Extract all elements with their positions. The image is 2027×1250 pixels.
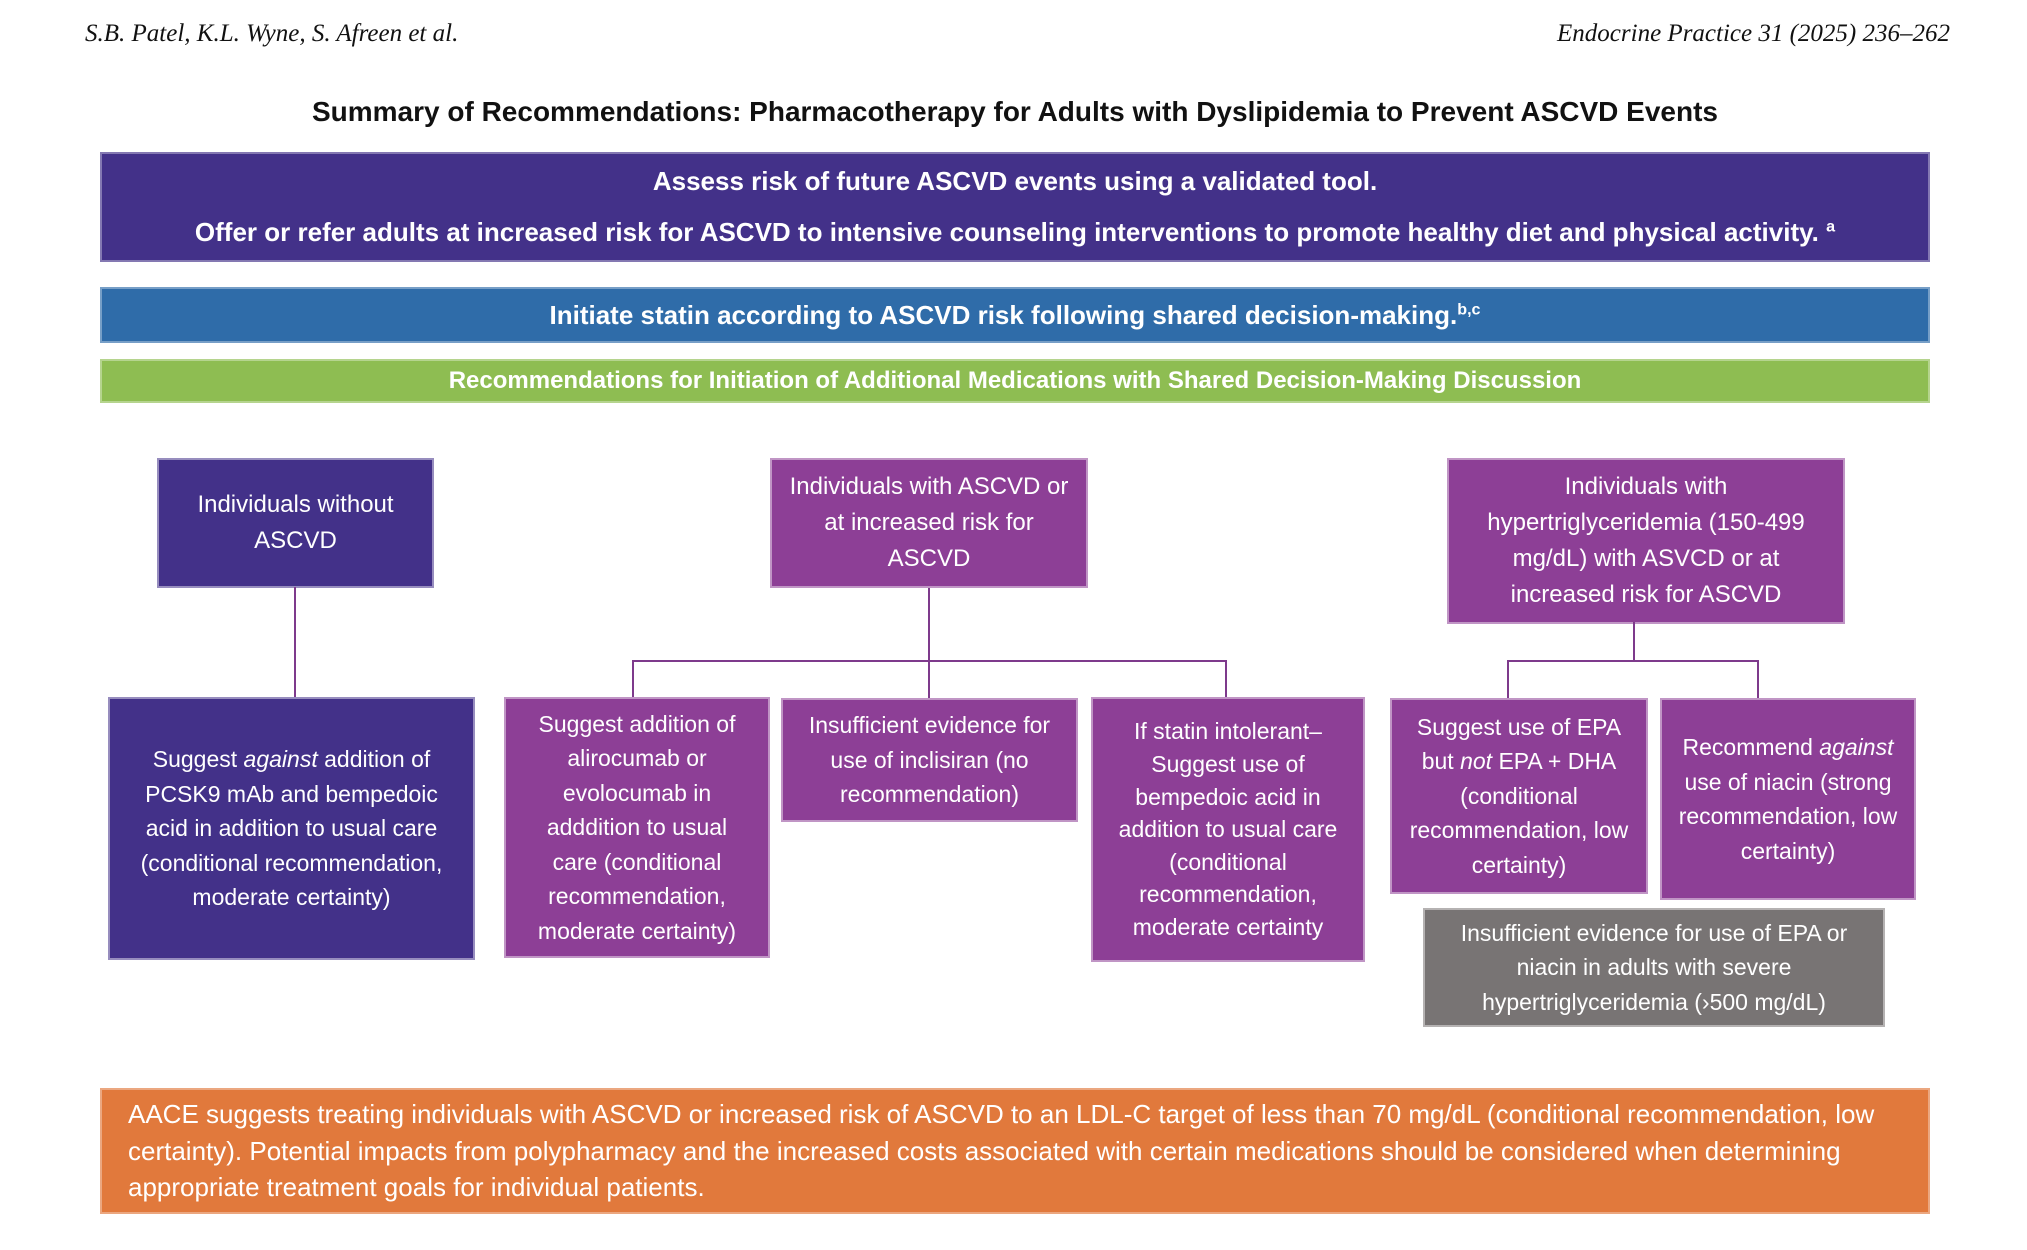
box-statin-intolerant-bempedoic [1091,697,1365,962]
banner-assess-line2: Offer or refer adults at increased risk for ASCVD to intensive counseling interventions to promote healthy diet and physical activity. $^a$ [194,216,1836,247]
connector-line [1507,660,1509,699]
connector-line [1633,622,1635,662]
banner-additional-text: Recommendations for Initiation of Additional Medications with Shared Decision-Making Discussion [448,367,1582,394]
banner-aace-ldl-target [100,1088,1930,1214]
banner-statin-text: Initiate statin according to ASCVD risk following shared decision-making.$^{b,c}$ [549,299,1481,330]
connector-line [1507,660,1759,662]
banner-assess-risk [100,152,1930,262]
connector-line [1225,660,1227,698]
box-text: Insufficient evidence for use of inclisiran (no recommendation) [808,712,1051,808]
box-against-pcsk9-bempedoic [108,697,475,960]
banner-assess-line1: Assess risk of future ASCVD events using a validated tool. [652,166,1378,197]
note-text: Insufficient evidence for use of EPA or niacin in adults with severe hypertriglyceridemia (›500 mg/dL) [1460,919,1848,1015]
banner-additional-medications [100,359,1930,403]
connector-line [1757,660,1759,699]
box-text: Recommend against use of niacin (strong recommendation, low certainty) [1678,734,1898,864]
box-text: Suggest addition of alirocumab or evolocumab in adddition to usual care (conditional recommendation, moderate certainty) [537,710,737,944]
header-text: Individuals with hypertriglyceridemia (150-499 mg/dL) with ASVCD or at increased risk for ASCVD [1487,473,1805,608]
box-alirocumab-evolocumab [504,697,770,958]
connector-line [632,660,634,698]
box-epa-not-epa-dha [1390,698,1648,894]
box-text: Suggest against addition of PCSK9 mAb and bempedoic acid in addition to usual care (conditional recommendation, moderate certainty) [140,746,443,911]
header-individuals-without-ascvd [157,458,434,588]
connector-line [928,660,930,698]
banner-aace-text: AACE suggests treating individuals with ASCVD or increased risk of ASCVD to an LDL-C target of less than 70 mg/dL (conditional recommendation, low certainty). Potential impacts from polypharmacy and the increased costs associated with certain medications should be considered when determining appropriate treatment goals for individual patients. [128,1099,1875,1203]
connector-line [294,587,296,697]
header-individuals-with-ascvd [770,458,1088,588]
box-text: Suggest use of EPA but not EPA + DHA (conditional recommendation, low certainty) [1409,713,1629,878]
header-text: Individuals with ASCVD or at increased risk for ASCVD [789,473,1069,572]
header-individuals-hypertriglyceridemia [1447,458,1845,624]
box-inclisiran-insufficient-evidence [781,698,1078,822]
journal-reference: Endocrine Practice 31 (2025) 236–262 [1557,20,1950,47]
header-text: Individuals without ASCVD [197,491,394,554]
connector-line [928,588,930,662]
banner-initiate-statin [100,287,1930,343]
authors-citation: S.B. Patel, K.L. Wyne, S. Afreen et al. [85,20,459,47]
figure-title: Summary of Recommendations: Pharmacotherapy for Adults with Dyslipidemia to Prevent ASCVD Events [311,96,1718,127]
box-text: If statin intolerant– Suggest use of bempedoic acid in addition to usual care (conditional recommendation, moderate certainty [1118,718,1338,941]
box-against-niacin [1660,698,1916,900]
note-severe-hypertriglyceridemia [1423,908,1885,1027]
